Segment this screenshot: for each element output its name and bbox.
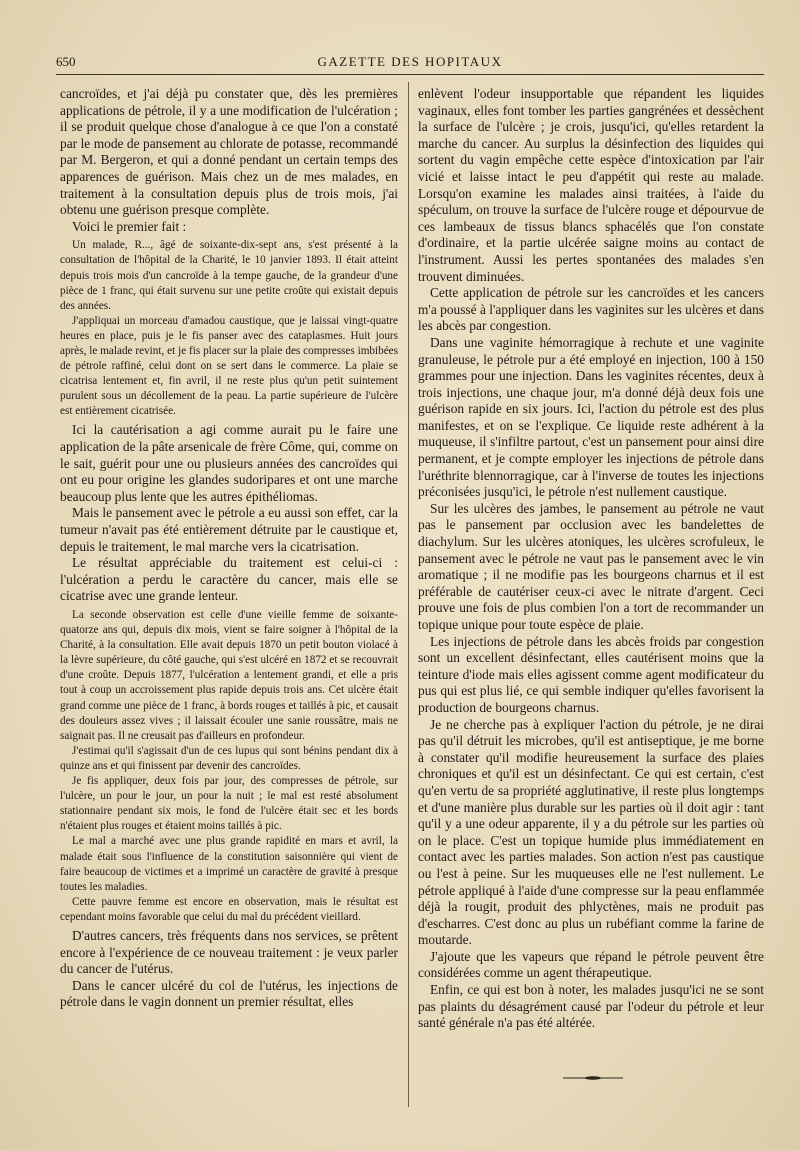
observation-paragraph: Le mal a marché avec une plus grande rapidité en mars et avril, la malade était sous l'influence de la constitution saisonnière qui vient de faire beaucoup de victimes et a imprimé un caractère de gravité à presque toutes les maladies. [60,835,398,893]
right-column [418,86,764,1126]
paragraph: Ici la cautérisation a agi comme aurait pu le faire une application de la pâte arsenicale de frère Côme, qui, comme on le sait, guérit pour une ou plusieurs années des cancroïdes qui ont eu pour origine les glandes sudoripares et ont une marche beaucoup plus lente que les autres épithéliomas. [60,422,398,504]
end-ornament [563,1076,623,1080]
observation-paragraph: Cette pauvre femme est encore en observation, mais le résultat est cependant moins favorable que celui du mal du précédent vieillard. [60,895,398,923]
paragraph: Cette application de pétrole sur les cancroïdes et les cancers m'a poussé à l'appliquer dans les vaginites sur les ulcères et dans les abcès par congestion. [418,285,764,334]
paragraph: Le résultat appréciable du traitement est celui-ci : l'ulcération a perdu le caractère du cancer, mais elle se cicatrise avec une grande lenteur. [60,555,398,604]
paragraph: Voici le premier fait : [72,218,187,234]
paragraph: Enfin, ce qui est bon à noter, les malades jusqu'ici ne se sont pas plaints du désagrément causé par l'odeur du pétrole et leur santé générale n'a pas été altérée. [418,982,764,1031]
observation-paragraph: Je fis appliquer, deux fois par jour, des compresses de pétrole, sur l'ulcère, un pour le jour, un pour la nuit ; le mal est resté absolument stationnaire pendant six mois, le fond de l'ulcère était sec et les bords n'étaient plus rouges et étaient moins taillés à pic. [60,775,398,833]
paragraph: Mais le pansement avec le pétrole a eu aussi son effet, car la tumeur n'avait pas été entièrement détruite par le caustique et, depuis le traitement, le mal marche vers la cicatrisation. [60,505,398,554]
paragraph: enlèvent l'odeur insupportable que répandent les liquides vaginaux, elles font tomber les parties gangrénées et dessèchent la surface de l'ulcère ; je crois, jusqu'ici, qu'elles retardent la marche du cancer. Au surplus la désinfection des liquides qui sortent du vagin empêche cette espèce d'intoxication par l'air vicié et laisse intact le peu d'appétit qui reste au malade. Lorsqu'on examine les malades ainsi traitées, à l'aide du spéculum, on trouve la surface de l'ulcère rouge et dépourvue de ces lambeaux de tissus blancs sphacélés que l'on constate d'ordinaire, et la partie ulcérée saigne moins au contact de l'instrument. Aussi les pertes spontanées des malades s'en trouvent diminuées. [418,86,764,284]
paragraph: J'ajoute que les vapeurs que répand le pétrole peuvent être considérées comme un agent thérapeutique. [418,948,764,981]
paragraph: D'autres cancers, très fréquents dans nos services, se prêtent encore à l'expérience de ce nouveau traitement : je veux parler du cancer de l'utérus. [60,927,398,977]
observation-paragraph: J'estimai qu'il s'agissait d'un de ces lupus qui sont bénins pendant dix à quinze ans et qui finissent par devenir des cancroïdes. [60,744,398,772]
observation-paragraph: La seconde observation est celle d'une vieille femme de soixante-quatorze ans qui, depuis dix mois, vient se faire soigner à l'hôpital de la Charité, à la consultation. Elle avait depuis 1870 un petit bouton violacé à la lèvre supérieure, du côté gauche, qui s'est ulcéré en 1872 et se recouvrait d'une croûte. Depuis 1877, l'ulcération a lentement grandi, et elle a pris tout à coup un accroissement plus rapide depuis trois ans. Cet ulcère était grand comme une pièce de 1 franc, à bords rouges et taillés à pic, et causait des douleurs assez vives ; il laissait écouler une sanie roussâtre, mais ne saignait pas. Il ne creusait pas d'ailleurs en profondeur. [60,609,398,742]
paragraph: Les injections de pétrole dans les abcès froids par congestion sont un excellent désinfectant, elles cautérisent moins que la teinture d'iode mais elles agissent comme agent modificateur du pus qui est plus lié, ce qui semble indiquer qu'elles favorisent la production de bourgeons charnus. [418,633,764,715]
page-number: 650 [56,54,76,69]
left-column [60,86,398,1126]
observation-paragraph: J'appliquai un morceau d'amadou caustique, que je laissai vingt-quatre heures en place, puis je le fis panser avec des cataplasmes. Huit jours après, le malade revint, et je fis placer sur la plaie des compresses imbibées de pétrole raffiné, celui dont on se sert dans le commerce. La plaie se cicatrisa lentement et, fin avril, il ne reste plus qu'un petit suintement purulent sous un décollement de la peau. La partie supérieure de l'ulcère est entièrement cicatrisée. [60,314,398,418]
column-divider [408,82,409,1107]
page-header [56,54,764,76]
paragraph: Sur les ulcères des jambes, le pansement au pétrole ne vaut pas le pansement par occlusion avec les bandelettes de diachylum. Sur les ulcères atoniques, les ulcères scrofuleux, le pansement avec le pétrole ne vaut pas le pansement avec le vin aromatique ; il ne modifie pas les bourgeons charnus et il est préférable de cautériser ceux-ci avec le nitrate d'argent. Ceci prouve une fois de plus combien l'on a tort de recommander un topique unique pour toute espèce de plaie. [418,500,764,632]
paragraph: Dans une vaginite hémorragique à rechute et une vaginite granuleuse, le pétrole pur a été employé en injection, 100 à 150 grammes pour une injection. Dans les vaginites récentes, deux à trois injections, une chaque jour, m'a donné déjà deux fois une guérison rapide en six jours. Ici, l'action du pétrole est des plus manifestes, et on se l'explique. Ce liquide reste adhérent à la muqueuse, il s'infiltre partout, c'est un pansement pour ainsi dire permanent, et je compte employer les injections de pétrole dans l'uréthrite blennorragique, car à l'inverse de toutes les injections préconisées jusqu'ici, le pétrole n'est nullement caustique. [418,334,764,500]
running-title: GAZETTE DES HOPITAUX [317,54,503,69]
paragraph: cancroïdes, et j'ai déjà pu constater que, dès les premières applications de pétrole, il y a une modification de l'ulcération ; il se produit quelque chose d'analogue à ce que l'on a constaté par le mode de pansement au chlorate de potasse, recommandé par M. Bergeron, et qui a donné pendant un certain temps des apparences de guérison. Mais chez un de mes malades, en traitement à la consultation depuis plus de trois mois, j'ai obtenu une guérison presque complète. [60,86,398,218]
paragraph: Dans le cancer ulcéré du col de l'utérus, les injections de pétrole dans le vagin donnent un premier résultat, elles [60,977,398,1010]
paragraph: Je ne cherche pas à expliquer l'action du pétrole, je ne dirai pas qu'il détruit les microbes, qu'il est antiseptique, je me borne à constater qu'il modifie heureusement la surface des plaies chroniques et qu'il est un désinfectant. Ce qui est certain, c'est qu'en vertu de sa propriété agglutinative, il reste plus longtemps et d'une manière plus durable sur les parties où il doit agir : tant qu'il y a une odeur apparente, il y a du pétrole sur les parties où on le place. C'est un topique humide plus immédiatement en contact avec les parties malades. Son action n'est pas caustique ou l'est à peine. Sur les muqueuses elle ne l'est nullement. Le pétrole appliqué à l'aide d'une compresse sur la peau enflammée déjà la rougit, produit des phlyctènes, mais ne produit pas d'escharres. C'est donc au plus un rubéfiant comme la farine de moutarde. [418,716,764,948]
header-rule [56,74,764,75]
observation-paragraph: Un malade, R..., âgé de soixante-dix-sept ans, s'est présenté à la consultation de l'hôpital de la Charité, le 10 janvier 1893. Il était atteint depuis trois mois d'un cancroïde à la tempe gauche, de la grandeur d'une pièce de 1 franc, qui était survenu sur une petite croûte qui existait depuis des années. [60,239,398,312]
